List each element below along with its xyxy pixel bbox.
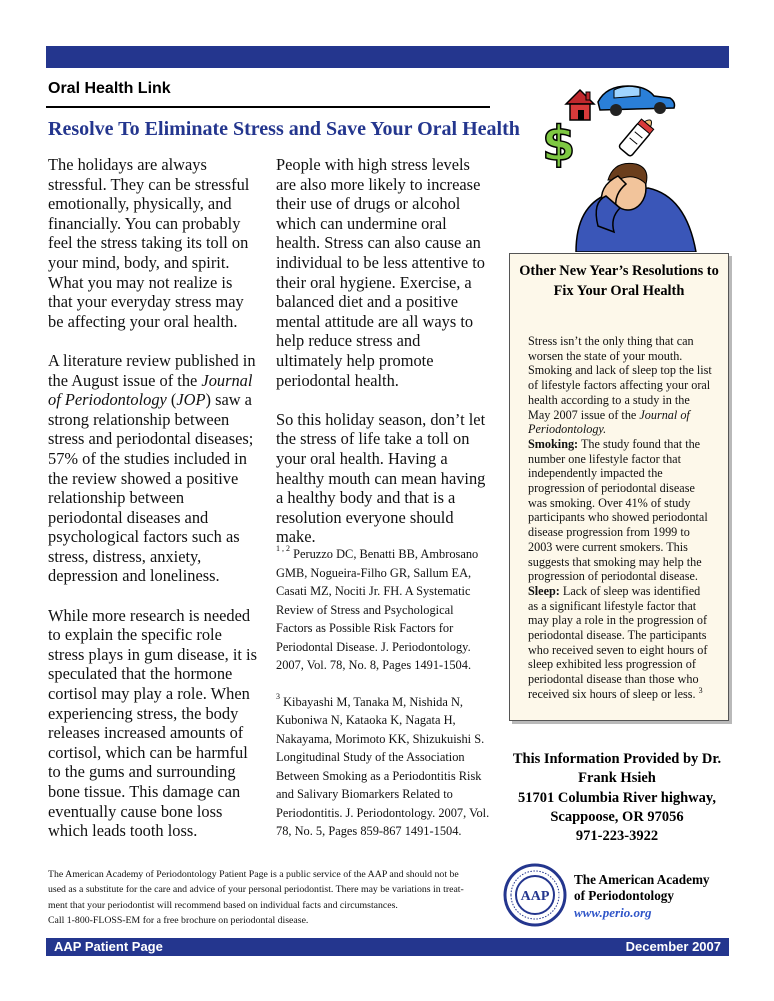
car-icon xyxy=(598,86,675,116)
provider-name: Frank Hsieh xyxy=(578,770,656,787)
reference-1 xyxy=(276,545,490,675)
sidebar-title: Other New Year’s Resolutions to Fix Your Oral Health xyxy=(519,263,719,299)
disclaimer xyxy=(48,867,488,928)
disclaimer-line: used as a substitute for the care and advice of your personal periodontist. There may be variations in treat- xyxy=(48,884,464,896)
review-text-start: A literature review published in the August issue of the xyxy=(48,350,256,390)
reference-marker: 1 , 2 xyxy=(276,544,290,553)
article-column-2 xyxy=(276,155,488,566)
footer-page-name: AAP Patient Page xyxy=(54,939,163,954)
logo-text: AAP xyxy=(520,889,550,904)
paragraph-literature-review xyxy=(48,351,260,586)
paragraph-holiday: So this holiday season, don’t let the stress of life take a toll on your oral health. Having a healthy mouth can mean having a healthy body and that is a resolution everyone should make. xyxy=(276,409,486,547)
aap-name xyxy=(574,872,710,904)
article-headline: Resolve To Eliminate Stress and Save Your Oral Health xyxy=(48,118,520,140)
smoking-label: Smoking: xyxy=(528,436,579,451)
provider-address: 51701 Columbia River highway, xyxy=(518,789,716,806)
smoking-text: The study found that the number one lifestyle factor that independently impacted the progression of periodontal disease was smoking. Over 41% of study participants who showed periodontal disease progression from 1999 to 2003 were current smokers. This suggests that smoking may help the progression of periodontal disease. xyxy=(528,436,708,584)
svg-text:$: $ xyxy=(542,116,576,172)
sidebar-journal: Journal of Periodontology. xyxy=(528,407,690,437)
aap-seal-logo xyxy=(503,863,567,927)
provider-info xyxy=(503,750,731,846)
disclaimer-line: Call 1-800-FLOSS-EM for a free brochure on periodontal disease. xyxy=(48,914,309,926)
aap-name-line: The American Academy xyxy=(574,872,710,887)
resolutions-sidebar xyxy=(509,253,729,721)
journal-name: Journal of Periodontology xyxy=(48,370,253,410)
reference-text: Peruzzo DC, Benatti BB, Ambrosano GMB, Nogueira-Filho GR, Sallum EA, Casati MZ, Nociti Jr. FH. A Systematic Review of Stress and Psychological Factors as Possible Risk Factors for Periodontal Disease. J. Periodontology. 2007, Vol. 78, No. 8, Pages 1491-1504. xyxy=(276,547,479,672)
references xyxy=(276,545,490,859)
paragraph-intro: The holidays are always stressful. They can be stressful emotionally, physically, and financially. You can probably feel the stress taking its toll on your mind, body, and spirit. What you may not realize is that your everyday stress may be affecting your oral health. xyxy=(48,155,250,331)
review-text-end: ) saw a strong relationship between stress and periodontal diseases; 57% of the studies included in the review showed a positive relationship between periodontal diseases and psychological factors such as stress, distress, anxiety, depression and loneliness. xyxy=(48,390,254,586)
provider-city: Scappoose, OR 97056 xyxy=(550,808,684,825)
article-column-1 xyxy=(48,155,260,860)
review-text-mid: ( xyxy=(166,390,177,410)
footer-date: December 2007 xyxy=(625,939,721,954)
sleep-reference-marker: 3 xyxy=(698,685,703,695)
disclaimer-line: The American Academy of Periodontology Patient Page is a public service of the AAP and should not be xyxy=(48,869,459,880)
sidebar-intro: Stress isn’t the only thing that can worsen the state of your mouth. Smoking and lack of sleep top the list of lifestyle factors affecting your oral health according to a study in the May 2007 issue of the xyxy=(528,334,712,422)
reference-2 xyxy=(276,693,490,841)
paragraph-cortisol: While more research is needed to explain the specific role stress plays in gum disease, it is speculated that the hormone cortisol may play a role. When experiencing stress, the body releases increased amounts of cortisol, which can be harmful to the gums and surrounding bone tissue. This damage can eventually cause bone loss which leads tooth loss. xyxy=(48,605,257,841)
reference-marker: 3 xyxy=(276,691,280,701)
provider-phone: 971-223-3922 xyxy=(575,828,659,845)
disclaimer-line: ment that your periodontist will recommend based on individual facts and circumstances. xyxy=(48,899,398,911)
section-label: Oral Health Link xyxy=(48,80,171,97)
aap-name-line: of Periodontology xyxy=(574,888,674,903)
footer-bar xyxy=(46,938,729,956)
man-figure xyxy=(576,163,696,252)
sleep-text: Lack of sleep was identified as a significant lifestyle factor that may play a role in the progression of periodontal disease. The participants who received seven to eight hours of sleep exhibited less progression of periodontal disease than those who received six hours of sleep or less. xyxy=(528,583,708,701)
reference-text: Kibayashi M, Tanaka M, Nishida N, Kuboniwa N, Kataoka K, Nagata H, Nakayama, Morimoto KK, Shizukuishi S. Longitudinal Study of the Association Between Smoking as a Periodontitis Risk and Salivary Biomarkers Related to Periodontitis. J. Periodontology. 2007, Vol. 78, No. 5, Pages 859-867 1491-1504. xyxy=(276,694,490,838)
header-divider xyxy=(46,106,490,108)
top-banner xyxy=(46,46,729,68)
journal-abbr: JOP xyxy=(176,390,206,410)
aap-website-link[interactable]: www.perio.org xyxy=(574,905,652,920)
sleep-label: Sleep: xyxy=(528,583,560,598)
paragraph-high-stress: People with high stress levels are also more likely to increase their use of drugs or alcohol which can undermine oral health. Stress can also cause an individual to be less attentive to their oral hygiene. Exercise, a balanced diet and a positive mental attitude are all ways to help reduce stress and ultimately help promote periodontal health. xyxy=(276,155,485,390)
sidebar-body xyxy=(528,334,712,702)
provider-line: This Information Provided by Dr. xyxy=(512,751,722,767)
dollar-icon xyxy=(542,116,575,172)
baby-bottle-icon xyxy=(618,115,657,157)
stressed-man-illustration xyxy=(536,76,718,252)
